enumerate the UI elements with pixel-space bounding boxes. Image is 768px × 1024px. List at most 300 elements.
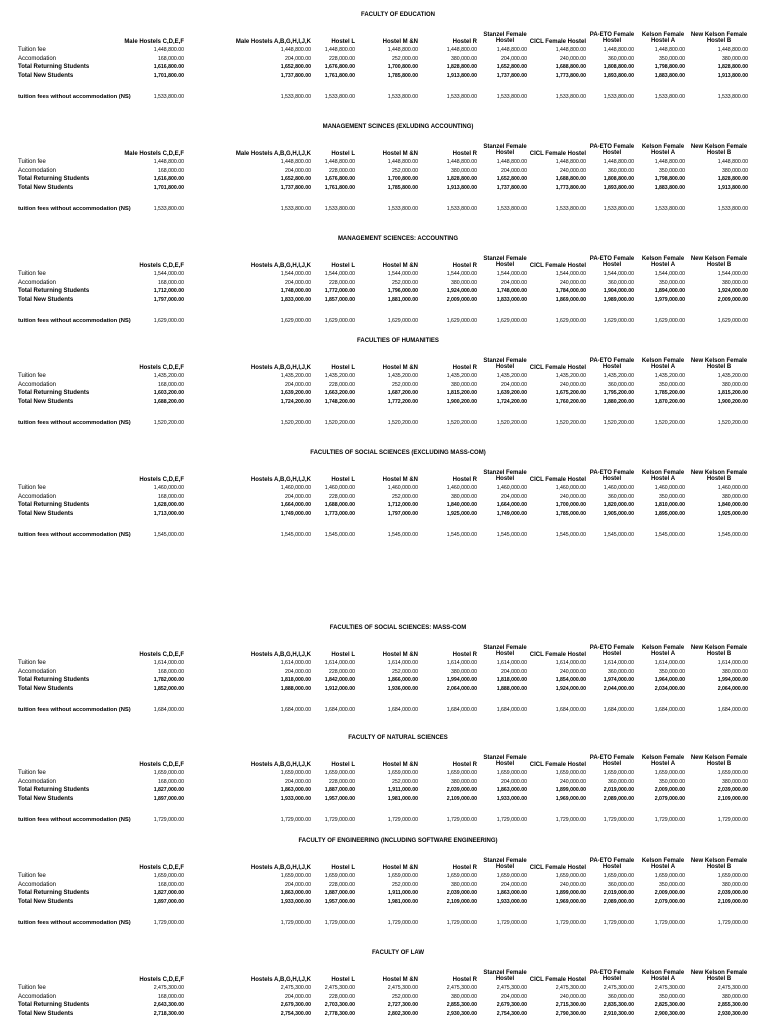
fee-cell: 2,475,300.00 xyxy=(387,985,418,991)
fee-cell: 1,700,800.00 xyxy=(387,64,418,71)
ns-fee-cell: 1,684,000.00 xyxy=(280,707,311,713)
fee-cell: 204,000.00 xyxy=(501,881,527,888)
column-header: New Kelson Female Hostel B xyxy=(690,645,748,657)
section-title: FACULTY OF EDUCATION xyxy=(361,12,435,18)
row-label: Tuition fee xyxy=(18,660,46,666)
fee-cell: 168,000.00 xyxy=(158,668,184,675)
ns-fee-cell: 1,629,000.00 xyxy=(717,318,748,324)
fee-cell: 1,435,200.00 xyxy=(654,373,685,379)
fee-cell: 2,039,000.00 xyxy=(717,890,748,897)
column-header: PA-ETO Female Hostel xyxy=(589,358,635,370)
fee-cell: 1,904,000.00 xyxy=(603,288,634,295)
column-header: CICL Female Hostel xyxy=(529,39,586,45)
fee-cell: 1,652,800.00 xyxy=(280,176,311,183)
ns-fee-cell: 1,629,000.00 xyxy=(387,318,418,324)
fee-cell: 2,475,300.00 xyxy=(717,985,748,991)
fee-cell: 1,810,000.00 xyxy=(654,502,685,509)
column-header: Hostel L xyxy=(331,865,355,871)
ns-fee-cell: 1,520,200.00 xyxy=(717,420,748,426)
ns-fee-cell: 1,729,000.00 xyxy=(496,920,527,926)
fee-cell: 1,913,800.00 xyxy=(446,72,477,79)
fee-cell: 2,109,000.00 xyxy=(717,795,748,802)
fee-cell: 1,448,800.00 xyxy=(555,47,586,53)
fee-cell: 1,924,000.00 xyxy=(555,685,586,692)
column-header: PA-ETO Female Hostel xyxy=(589,645,635,657)
fee-cell: 2,643,300.00 xyxy=(153,1002,184,1009)
fee-cell: 1,448,800.00 xyxy=(153,159,184,165)
fee-cell: 360,000.00 xyxy=(608,881,634,888)
ns-fee-cell: 1,533,800.00 xyxy=(555,206,586,212)
ns-fee-cell: 1,520,200.00 xyxy=(446,420,477,426)
fee-cell: 240,000.00 xyxy=(560,381,586,388)
fee-cell: 1,827,000.00 xyxy=(153,890,184,897)
fee-cell: 204,000.00 xyxy=(285,167,311,174)
fee-cell: 2,475,300.00 xyxy=(496,985,527,991)
fee-cell: 1,652,800.00 xyxy=(496,64,527,71)
ns-fee-cell: 1,520,200.00 xyxy=(496,420,527,426)
fee-cell: 1,881,000.00 xyxy=(387,296,418,303)
fee-cell: 1,448,800.00 xyxy=(387,47,418,53)
column-header: Hostel M &N xyxy=(382,652,418,658)
fee-cell: 380,000.00 xyxy=(722,778,748,785)
fee-cell: 2,475,300.00 xyxy=(446,985,477,991)
ns-fee-cell: 1,729,000.00 xyxy=(387,920,418,926)
fee-cell: 2,718,300.00 xyxy=(153,1010,184,1017)
row-label: Accomodation xyxy=(18,668,57,675)
ns-fee-cell: 1,729,000.00 xyxy=(717,817,748,823)
fee-cell: 1,969,000.00 xyxy=(555,795,586,802)
fee-cell: 204,000.00 xyxy=(501,668,527,675)
fee-cell: 1,448,800.00 xyxy=(446,47,477,53)
fee-cell: 350,000.00 xyxy=(659,668,685,675)
fee-cell: 1,659,000.00 xyxy=(324,873,355,879)
row-label: Tuition fee xyxy=(18,271,46,277)
fee-cell: 360,000.00 xyxy=(608,778,634,785)
column-header: Stanzel Female Hostel xyxy=(483,755,527,767)
fee-cell: 350,000.00 xyxy=(659,381,685,388)
row-label: Total New Students xyxy=(18,898,74,905)
fee-cell: 1,712,000.00 xyxy=(153,288,184,295)
ns-fee-cell: 1,533,800.00 xyxy=(446,94,477,100)
fee-cell: 1,894,000.00 xyxy=(654,288,685,295)
fee-cell: 1,911,000.00 xyxy=(387,890,418,897)
fee-cell: 1,828,800.00 xyxy=(717,176,748,183)
fee-cell: 1,676,800.00 xyxy=(324,64,355,71)
column-header: New Kelson Female Hostel B xyxy=(690,858,748,870)
fee-cell: 1,887,000.00 xyxy=(324,890,355,897)
ns-fee-cell: 1,629,000.00 xyxy=(446,318,477,324)
fee-cell: 1,688,800.00 xyxy=(555,64,586,71)
fee-cell: 1,749,000.00 xyxy=(280,510,311,517)
row-label: Total New Students xyxy=(18,296,74,303)
fee-cell: 1,659,000.00 xyxy=(654,873,685,879)
fee-cell: 1,544,000.00 xyxy=(280,271,311,277)
column-header: Kelson Female Hostel A xyxy=(641,470,685,482)
fee-cell: 1,866,000.00 xyxy=(387,677,418,684)
row-label: Total New Students xyxy=(18,795,74,802)
column-header: Hostel R xyxy=(452,151,477,157)
ns-fee-cell: 1,533,800.00 xyxy=(153,94,184,100)
ns-fee-cell: 1,684,000.00 xyxy=(324,707,355,713)
fee-cell: 204,000.00 xyxy=(285,381,311,388)
fee-cell: 1,888,000.00 xyxy=(280,685,311,692)
column-header: Stanzel Female Hostel xyxy=(483,858,527,870)
fee-cell: 1,888,000.00 xyxy=(496,685,527,692)
ns-fee-cell: 1,533,800.00 xyxy=(280,206,311,212)
column-header: PA-ETO Female Hostel xyxy=(589,32,635,44)
ns-fee-cell: 1,533,800.00 xyxy=(603,94,634,100)
column-header: Hostel R xyxy=(452,652,477,658)
column-header: New Kelson Female Hostel B xyxy=(690,755,748,767)
fee-cell: 1,969,000.00 xyxy=(555,898,586,905)
fee-cell: 1,659,000.00 xyxy=(153,770,184,776)
fee-cell: 1,854,000.00 xyxy=(555,677,586,684)
fee-cell: 1,737,800.00 xyxy=(280,184,311,191)
fee-cell: 1,448,800.00 xyxy=(717,159,748,165)
fee-cell: 1,924,000.00 xyxy=(446,288,477,295)
section-title: FACULTY OF LAW xyxy=(371,950,425,956)
ns-fee-cell: 1,729,000.00 xyxy=(717,920,748,926)
column-header: New Kelson Female Hostel B xyxy=(690,32,748,44)
row-label: Total New Students xyxy=(18,398,74,405)
fee-cell: 240,000.00 xyxy=(560,881,586,888)
fee-cell: 204,000.00 xyxy=(285,279,311,286)
ns-fee-cell: 1,729,000.00 xyxy=(153,920,184,926)
ns-fee-cell: 1,533,800.00 xyxy=(654,94,685,100)
row-label: Total New Students xyxy=(18,184,74,191)
fee-cell: 1,460,000.00 xyxy=(153,485,184,491)
fee-cell: 1,979,000.00 xyxy=(654,296,685,303)
fee-cell: 204,000.00 xyxy=(285,881,311,888)
fee-cell: 1,773,000.00 xyxy=(324,510,355,517)
row-label: Tuition fee xyxy=(18,373,46,379)
fee-cell: 1,435,200.00 xyxy=(446,373,477,379)
fee-cell: 228,000.00 xyxy=(329,778,355,785)
ns-fee-cell: 1,533,800.00 xyxy=(555,94,586,100)
fee-cell: 2,039,000.00 xyxy=(446,787,477,794)
fee-cell: 252,000.00 xyxy=(392,881,418,888)
ns-fee-cell: 1,729,000.00 xyxy=(153,817,184,823)
fee-cell: 252,000.00 xyxy=(392,668,418,675)
column-header: Male Hostels A,B,G,H,I,J,K xyxy=(235,151,311,157)
fee-cell: 204,000.00 xyxy=(501,167,527,174)
column-header: Hostels A,B,G,H,I,J,K xyxy=(250,263,311,269)
fee-cell: 360,000.00 xyxy=(608,279,634,286)
fee-cell: 1,818,000.00 xyxy=(280,677,311,684)
column-header: Male Hostels A,B,G,H,I,J,K xyxy=(235,39,311,45)
fee-cell: 1,448,800.00 xyxy=(153,47,184,53)
fee-cell: 168,000.00 xyxy=(158,493,184,500)
fee-cell: 240,000.00 xyxy=(560,167,586,174)
row-label: Tuition fee xyxy=(18,159,46,165)
fee-cell: 1,883,800.00 xyxy=(654,184,685,191)
fee-cell: 1,893,800.00 xyxy=(603,184,634,191)
fee-cell: 2,679,300.00 xyxy=(496,1002,527,1009)
row-label: Total Returning Students xyxy=(18,787,90,794)
fee-cell: 1,659,000.00 xyxy=(153,873,184,879)
fee-cell: 1,628,000.00 xyxy=(153,502,184,509)
fee-cell: 1,614,000.00 xyxy=(153,660,184,666)
fee-cell: 1,448,800.00 xyxy=(555,159,586,165)
column-header: Kelson Female Hostel A xyxy=(641,645,685,657)
fee-cell: 2,044,000.00 xyxy=(603,685,634,692)
ns-fee-cell: 1,545,000.00 xyxy=(717,532,748,538)
fee-cell: 1,863,000.00 xyxy=(280,787,311,794)
fee-cell: 360,000.00 xyxy=(608,668,634,675)
ns-fee-cell: 1,729,000.00 xyxy=(555,817,586,823)
column-header: Hostels C,D,E,F xyxy=(139,762,184,768)
ns-fee-cell: 1,729,000.00 xyxy=(324,817,355,823)
column-header: Hostels A,B,G,H,I,J,K xyxy=(250,477,311,483)
fee-cell: 380,000.00 xyxy=(722,167,748,174)
fee-cell: 1,544,000.00 xyxy=(387,271,418,277)
fee-cell: 1,448,800.00 xyxy=(654,159,685,165)
column-header: Hostel L xyxy=(331,365,355,371)
fee-cell: 228,000.00 xyxy=(329,167,355,174)
fee-cell: 2,475,300.00 xyxy=(654,985,685,991)
fee-cell: 1,840,000.00 xyxy=(717,502,748,509)
fee-cell: 1,544,000.00 xyxy=(654,271,685,277)
column-header: PA-ETO Female Hostel xyxy=(589,256,635,268)
fee-cell: 2,910,300.00 xyxy=(603,1010,634,1017)
fee-cell: 1,435,200.00 xyxy=(555,373,586,379)
ns-fee-cell: 1,729,000.00 xyxy=(446,920,477,926)
fee-cell: 1,659,000.00 xyxy=(603,770,634,776)
fee-cell: 1,863,000.00 xyxy=(280,890,311,897)
fee-cell: 1,924,000.00 xyxy=(717,288,748,295)
column-header: Stanzel Female Hostel xyxy=(483,32,527,44)
fee-cell: 1,460,000.00 xyxy=(280,485,311,491)
column-header: Kelson Female Hostel A xyxy=(641,755,685,767)
fee-cell: 1,688,200.00 xyxy=(153,398,184,405)
fee-cell: 1,827,000.00 xyxy=(153,787,184,794)
fee-cell: 1,833,000.00 xyxy=(280,296,311,303)
fee-cell: 1,659,000.00 xyxy=(446,770,477,776)
fee-cell: 168,000.00 xyxy=(158,279,184,286)
fee-cell: 1,863,000.00 xyxy=(496,787,527,794)
column-header: Hostels A,B,G,H,I,J,K xyxy=(250,865,311,871)
column-header: PA-ETO Female Hostel xyxy=(589,858,635,870)
fee-cell: 1,897,000.00 xyxy=(153,898,184,905)
ns-fee-cell: 1,533,800.00 xyxy=(496,206,527,212)
section-title: FACULTIES OF HUMANITIES xyxy=(357,338,439,344)
fee-cell: 350,000.00 xyxy=(659,279,685,286)
column-header: New Kelson Female Hostel B xyxy=(690,358,748,370)
fee-cell: 1,900,200.00 xyxy=(446,398,477,405)
column-header: Kelson Female Hostel A xyxy=(641,970,685,982)
fee-cell: 1,748,000.00 xyxy=(280,288,311,295)
fee-cell: 1,893,800.00 xyxy=(603,72,634,79)
fee-cell: 1,797,000.00 xyxy=(153,296,184,303)
fee-cell: 1,435,200.00 xyxy=(717,373,748,379)
fee-cell: 1,748,200.00 xyxy=(324,398,355,405)
fee-cell: 1,712,000.00 xyxy=(387,502,418,509)
ns-fee-cell: 1,533,800.00 xyxy=(324,94,355,100)
fee-cell: 240,000.00 xyxy=(560,778,586,785)
column-header: New Kelson Female Hostel B xyxy=(690,970,748,982)
fee-cell: 228,000.00 xyxy=(329,881,355,888)
fee-cell: 1,913,800.00 xyxy=(717,72,748,79)
fee-cell: 2,009,000.00 xyxy=(446,296,477,303)
fee-cell: 1,773,800.00 xyxy=(555,184,586,191)
fee-cell: 2,039,000.00 xyxy=(717,787,748,794)
fee-cell: 1,808,800.00 xyxy=(603,176,634,183)
ns-fee-cell: 1,729,000.00 xyxy=(280,817,311,823)
fee-cell: 380,000.00 xyxy=(451,167,477,174)
fee-cell: 1,913,800.00 xyxy=(446,184,477,191)
fee-cell: 1,659,000.00 xyxy=(387,770,418,776)
fee-cell: 1,659,000.00 xyxy=(280,873,311,879)
column-header: Hostel L xyxy=(331,762,355,768)
fee-cell: 380,000.00 xyxy=(451,279,477,286)
fee-cell: 1,828,800.00 xyxy=(446,176,477,183)
ns-fee-cell: 1,684,000.00 xyxy=(496,707,527,713)
ns-fee-cell: 1,729,000.00 xyxy=(555,920,586,926)
section-title: FACULTIES OF SOCIAL SCIENCES: MASS-COM xyxy=(329,625,467,631)
fee-cell: 252,000.00 xyxy=(392,381,418,388)
ns-label: tuition fees without accommodation (NS) xyxy=(18,206,131,212)
fee-cell: 1,687,200.00 xyxy=(387,390,418,397)
fee-cell: 2,825,300.00 xyxy=(654,1002,685,1009)
fee-cell: 204,000.00 xyxy=(285,493,311,500)
ns-fee-cell: 1,520,200.00 xyxy=(324,420,355,426)
ns-fee-cell: 1,545,000.00 xyxy=(153,532,184,538)
fee-cell: 1,828,800.00 xyxy=(446,64,477,71)
fee-cell: 1,994,000.00 xyxy=(717,677,748,684)
ns-label: tuition fees without accommodation (NS) xyxy=(18,318,131,324)
fee-cell: 204,000.00 xyxy=(285,993,311,1000)
fee-cell: 1,435,200.00 xyxy=(496,373,527,379)
column-header: CICL Female Hostel xyxy=(529,263,586,269)
row-label: Total Returning Students xyxy=(18,288,90,295)
column-header: Hostel L xyxy=(331,977,355,983)
ns-fee-cell: 1,629,000.00 xyxy=(654,318,685,324)
fee-cell: 252,000.00 xyxy=(392,55,418,62)
fee-cell: 204,000.00 xyxy=(501,493,527,500)
fee-cell: 2,703,300.00 xyxy=(324,1002,355,1009)
fee-cell: 1,448,800.00 xyxy=(280,159,311,165)
fee-cell: 1,614,000.00 xyxy=(555,660,586,666)
fee-cell: 360,000.00 xyxy=(608,493,634,500)
fee-cell: 228,000.00 xyxy=(329,668,355,675)
fee-cell: 2,475,300.00 xyxy=(324,985,355,991)
fee-cell: 1,460,000.00 xyxy=(555,485,586,491)
column-header: Stanzel Female Hostel xyxy=(483,970,527,982)
ns-fee-cell: 1,533,800.00 xyxy=(153,206,184,212)
fee-cell: 1,724,200.00 xyxy=(496,398,527,405)
column-header: Hostel L xyxy=(331,477,355,483)
fee-cell: 1,659,000.00 xyxy=(324,770,355,776)
fee-cell: 2,754,300.00 xyxy=(496,1010,527,1017)
column-header: Stanzel Female Hostel xyxy=(483,144,527,156)
column-header: Hostels C,D,E,F xyxy=(139,865,184,871)
fee-cell: 168,000.00 xyxy=(158,881,184,888)
ns-fee-cell: 1,729,000.00 xyxy=(280,920,311,926)
ns-fee-cell: 1,684,000.00 xyxy=(654,707,685,713)
ns-fee-cell: 1,729,000.00 xyxy=(446,817,477,823)
fee-cell: 1,614,000.00 xyxy=(654,660,685,666)
fee-cell: 1,912,000.00 xyxy=(324,685,355,692)
fee-cell: 1,448,800.00 xyxy=(654,47,685,53)
row-label: Tuition fee xyxy=(18,770,46,776)
ns-fee-cell: 1,629,000.00 xyxy=(153,318,184,324)
ns-fee-cell: 1,729,000.00 xyxy=(603,920,634,926)
fee-cell: 2,019,000.00 xyxy=(603,890,634,897)
row-label: Total New Students xyxy=(18,685,74,692)
section-title: MANAGEMENT SCIENCES: ACCOUNTING xyxy=(337,236,459,242)
fee-cell: 1,925,000.00 xyxy=(446,510,477,517)
fee-cell: 380,000.00 xyxy=(451,493,477,500)
fee-cell: 252,000.00 xyxy=(392,493,418,500)
column-header: Hostel M &N xyxy=(382,365,418,371)
ns-fee-cell: 1,684,000.00 xyxy=(555,707,586,713)
fee-cell: 1,659,000.00 xyxy=(496,770,527,776)
fee-cell: 1,900,200.00 xyxy=(717,398,748,405)
fee-cell: 2,679,300.00 xyxy=(280,1002,311,1009)
fee-cell: 2,930,300.00 xyxy=(717,1010,748,1017)
fee-cell: 1,616,800.00 xyxy=(153,176,184,183)
fee-cell: 380,000.00 xyxy=(722,381,748,388)
fee-cell: 1,688,000.00 xyxy=(324,502,355,509)
fee-cell: 1,994,000.00 xyxy=(446,677,477,684)
row-label: Total Returning Students xyxy=(18,677,90,684)
fee-cell: 380,000.00 xyxy=(722,993,748,1000)
column-header: Kelson Female Hostel A xyxy=(641,358,685,370)
fee-cell: 1,614,000.00 xyxy=(603,660,634,666)
fee-cell: 1,925,000.00 xyxy=(717,510,748,517)
fee-cell: 1,614,000.00 xyxy=(717,660,748,666)
ns-fee-cell: 1,684,000.00 xyxy=(153,707,184,713)
fee-cell: 1,448,800.00 xyxy=(496,159,527,165)
fee-cell: 1,659,000.00 xyxy=(717,873,748,879)
ns-fee-cell: 1,533,800.00 xyxy=(717,94,748,100)
fee-cell: 1,818,000.00 xyxy=(496,677,527,684)
column-header: Hostel R xyxy=(452,263,477,269)
row-label: Accomodation xyxy=(18,279,57,286)
fee-cell: 1,652,800.00 xyxy=(280,64,311,71)
column-header: Hostel L xyxy=(331,263,355,269)
column-header: CICL Female Hostel xyxy=(529,365,586,371)
fee-cell: 1,981,000.00 xyxy=(387,795,418,802)
column-header: CICL Female Hostel xyxy=(529,865,586,871)
ns-fee-cell: 1,629,000.00 xyxy=(555,318,586,324)
fee-cell: 1,798,800.00 xyxy=(654,176,685,183)
fee-cell: 1,820,000.00 xyxy=(603,502,634,509)
fee-cell: 2,109,000.00 xyxy=(446,795,477,802)
fee-cell: 1,748,000.00 xyxy=(496,288,527,295)
fee-cell: 2,109,000.00 xyxy=(717,898,748,905)
row-label: Tuition fee xyxy=(18,485,46,491)
ns-fee-cell: 1,629,000.00 xyxy=(324,318,355,324)
fee-cell: 1,737,800.00 xyxy=(496,72,527,79)
ns-fee-cell: 1,729,000.00 xyxy=(654,920,685,926)
fee-cell: 1,448,800.00 xyxy=(603,47,634,53)
fee-cell: 1,688,800.00 xyxy=(555,176,586,183)
fee-cell: 2,019,000.00 xyxy=(603,787,634,794)
fee-cell: 1,659,000.00 xyxy=(717,770,748,776)
fee-cell: 380,000.00 xyxy=(722,279,748,286)
fee-cell: 1,435,200.00 xyxy=(324,373,355,379)
fee-cell: 240,000.00 xyxy=(560,279,586,286)
fee-cell: 2,089,000.00 xyxy=(603,898,634,905)
fee-cell: 1,933,000.00 xyxy=(496,898,527,905)
fee-cell: 2,778,300.00 xyxy=(324,1010,355,1017)
fee-cell: 1,737,800.00 xyxy=(280,72,311,79)
column-header: Hostel L xyxy=(331,39,355,45)
fee-cell: 204,000.00 xyxy=(501,55,527,62)
fee-cell: 1,933,000.00 xyxy=(280,795,311,802)
fee-cell: 1,761,800.00 xyxy=(324,184,355,191)
